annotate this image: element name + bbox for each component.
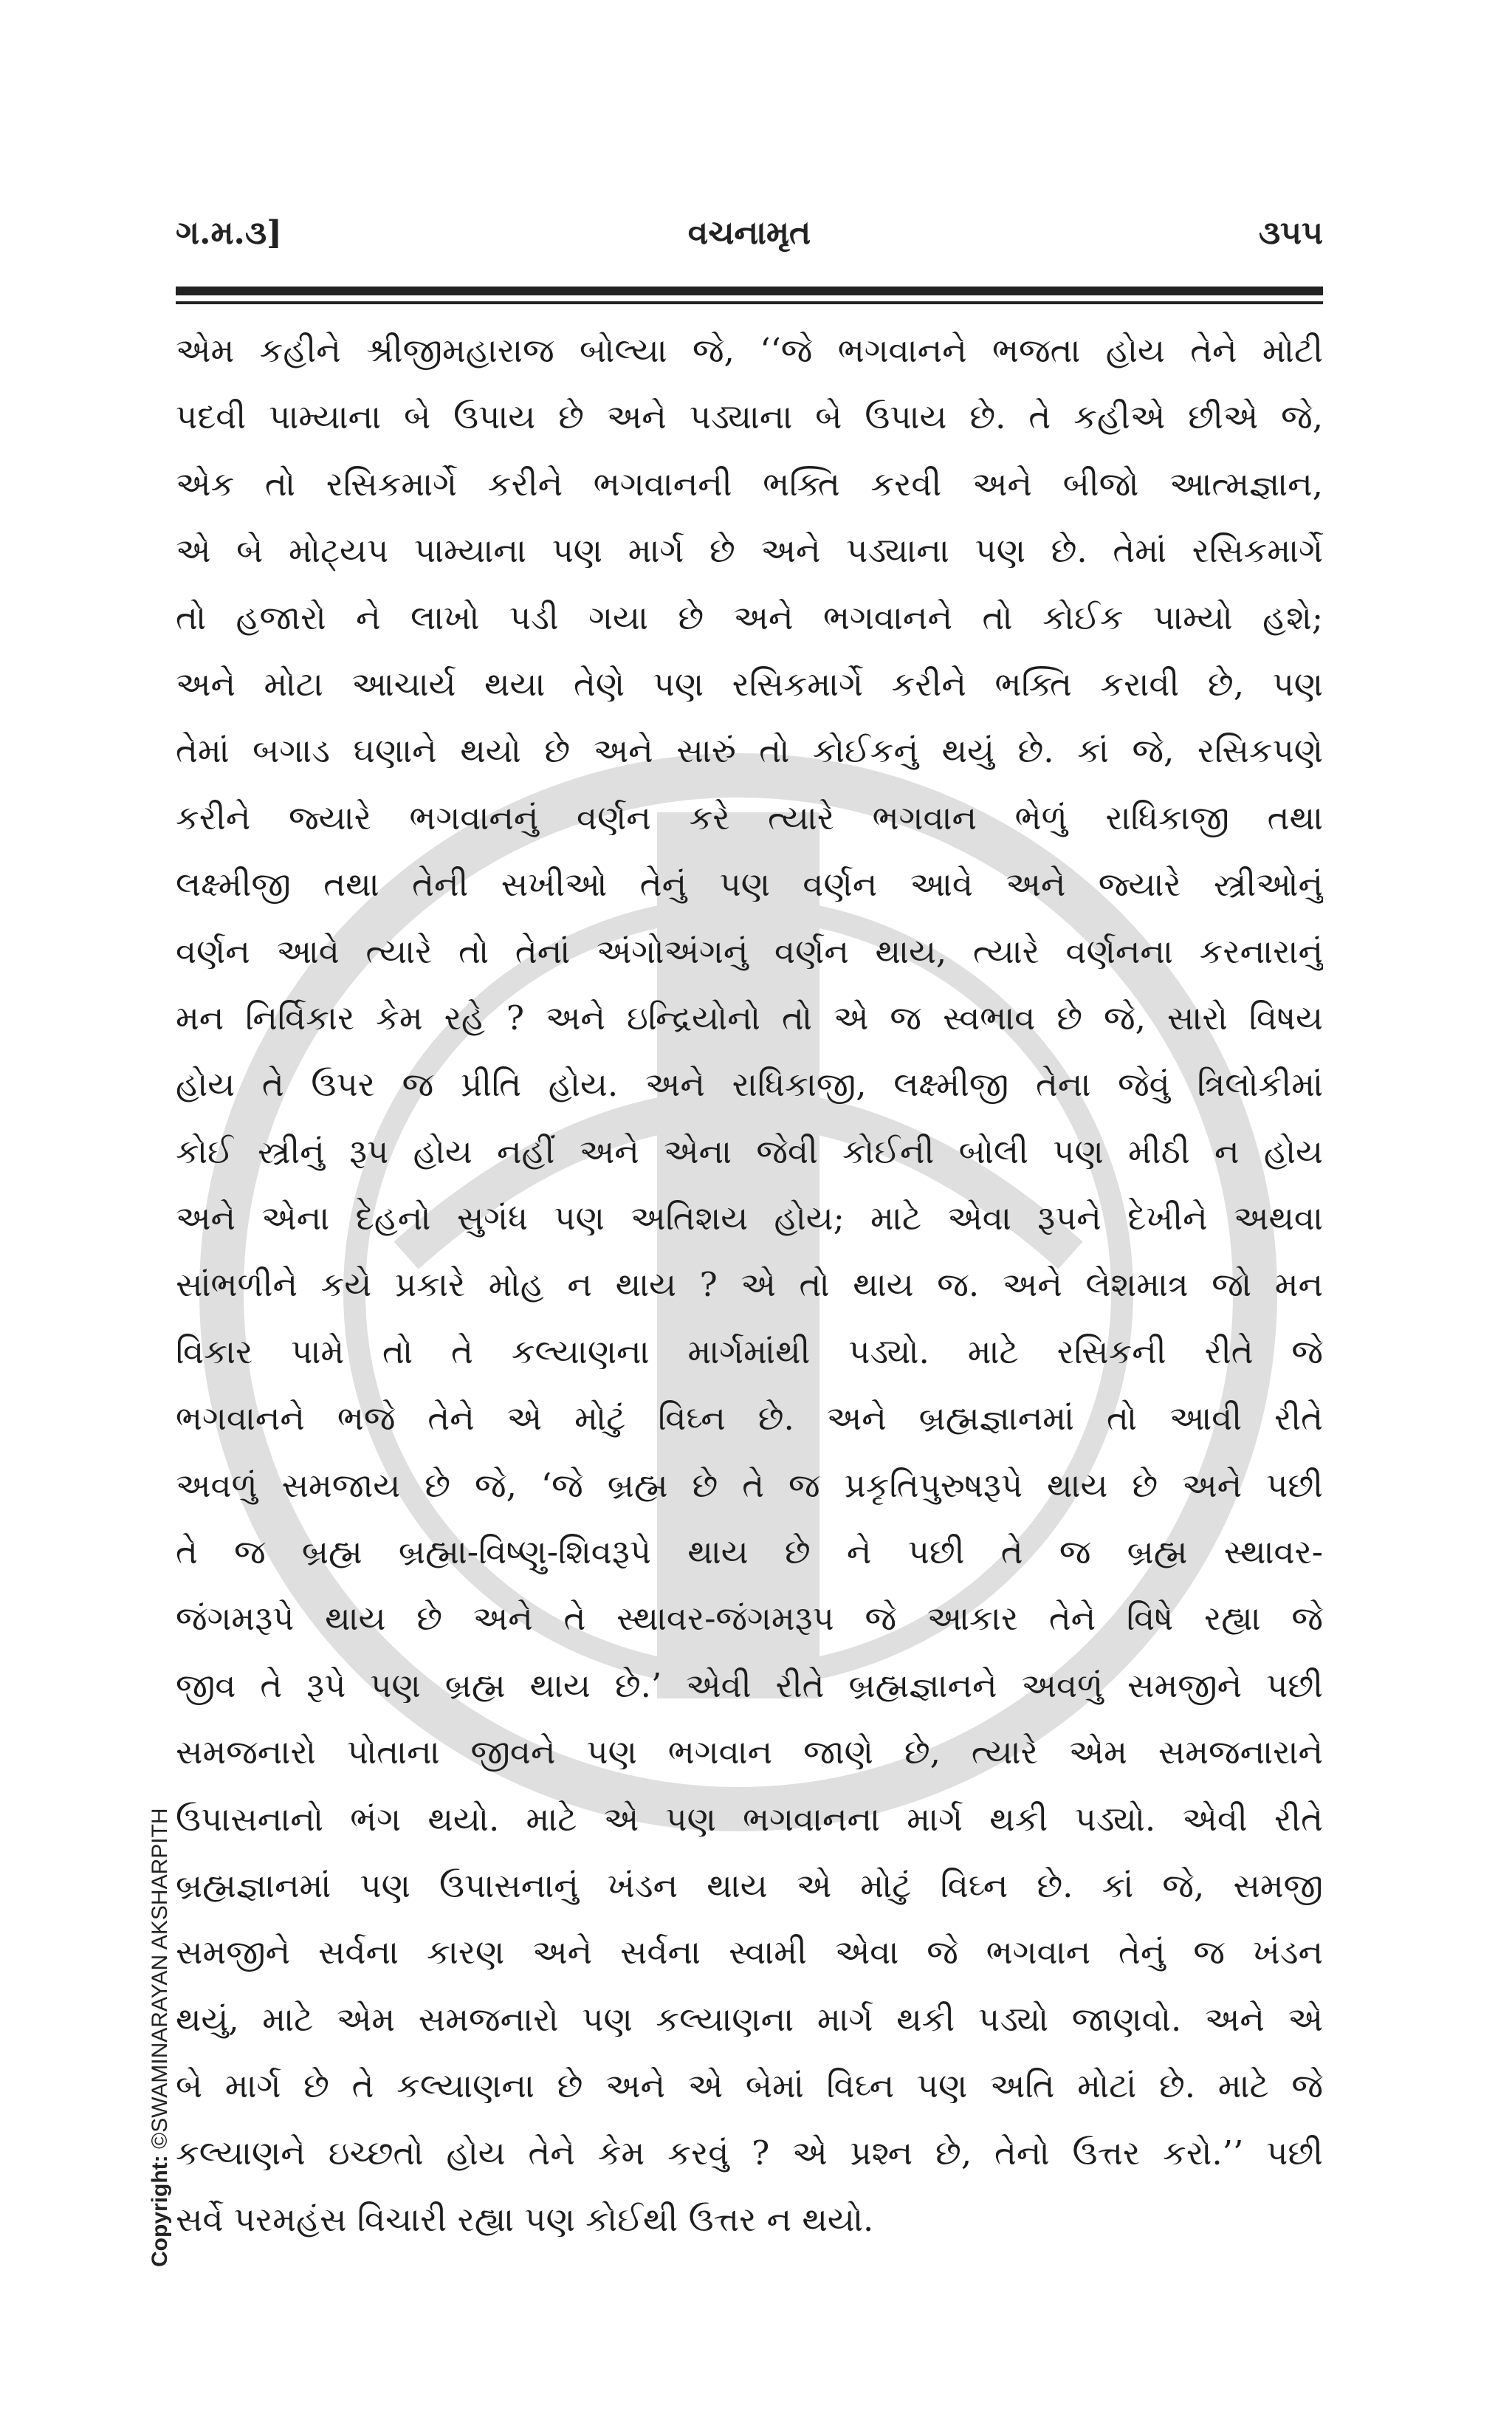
text-line: મન નિર્વિકાર કેમ રહે ? અને ઇન્દ્રિયોનો તો એ જ સ્વભાવ છે જે, સારો વિષય	[176, 998, 1323, 1038]
page-number: ૩૫૫	[1258, 214, 1323, 252]
text-line: લક્ષ્મીજી તથા તેની સખીઓ તેનું પણ વર્ણન આવે અને જ્યારે સ્ત્રીઓનું	[176, 865, 1323, 905]
main-text	[176, 318, 1323, 2253]
text-line: બે માર્ગ છે તે કલ્યાણના છે અને એ બેમાં વિઘ્ન પણ અતિ મોટાં છે. માટે જે	[176, 2066, 1323, 2106]
text-line: એમ કહીને શ્રીજીમહારાજ બોલ્યા જે, ‘‘જે ભગવાનને ભજતા હોય તેને મોટી	[176, 331, 1323, 370]
text-line: અવળું સમજાય છે જે, ‘જે બ્રહ્મ છે તે જ પ્રકૃતિપુરુષરૂપે થાય છે અને પછી	[176, 1465, 1323, 1505]
text-line: સમજીને સર્વના કારણ અને સર્વના સ્વામી એવા જે ભગવાન તેનું જ ખંડન	[176, 1933, 1323, 1972]
text-line: ભગવાનને ભજે તેને એ મોટું વિઘ્ન છે. અને બ્રહ્મજ્ઞાનમાં તો આવી રીતે	[176, 1399, 1323, 1439]
copyright-notice	[148, 1808, 173, 2267]
text-line: સાંભળીને કયે પ્રકારે મોહ ન થાય ? એ તો થાય જ. અને લેશમાત્ર જો મન	[176, 1265, 1323, 1305]
text-line: જંગમરૂપે થાય છે અને તે સ્થાવર-જંગમરૂપ જે આકાર તેને વિષે રહ્યા જે	[176, 1599, 1323, 1639]
text-line: કોઈ સ્ત્રીનું રૂપ હોય નહીં અને એના જેવી કોઈની બોલી પણ મીઠી ન હોય	[176, 1131, 1323, 1171]
text-line: પદવી પામ્યાના બે ઉપાય છે અને પડ્યાના બે ઉપાય છે. તે કહીએ છીએ જે,	[176, 397, 1323, 437]
text-line: ઉપાસનાનો ભંગ થયો. માટે એ પણ ભગવાનના માર્ગ થકી પડ્યો. એવી રીતે	[176, 1799, 1323, 1839]
header-rule-thick	[176, 287, 1323, 295]
text-line: હોય તે ઉપર જ પ્રીતિ હોય. અને રાધિકાજી, લક્ષ્મીજી તેના જેવું ત્રિલોકીમાં	[176, 1065, 1323, 1105]
text-line: સર્વે પરમહંસ વિચારી રહ્યા પણ કોઈથી ઉત્તર ન થયો.	[176, 2199, 874, 2239]
text-line: તે જ બ્રહ્મ બ્રહ્મા-વિષ્ણુ-શિવરૂપે થાય છે ને પછી તે જ બ્રહ્મ સ્થાવર-	[176, 1532, 1323, 1572]
header-rule-thin	[176, 301, 1323, 304]
text-line: કલ્યાણને ઇચ્છતો હોય તેને કેમ કરવું ? એ પ્રશ્ન છે, તેનો ઉત્તર કરો.’’ પછી	[176, 2133, 1323, 2173]
text-line: વિકાર પામે તો તે કલ્યાણના માર્ગમાંથી પડ્યો. માટે રસિકની રીતે જે	[176, 1331, 1323, 1371]
text-line: એ બે મોટ્યપ પામ્યાના પણ માર્ગ છે અને પડ્યાના પણ છે. તેમાં રસિકમાર્ગે	[176, 531, 1323, 571]
copyright-label: Copyright:	[148, 2155, 172, 2267]
section-reference: ગ.મ.૩]	[176, 214, 282, 252]
text-line: અને એના દેહનો સુગંધ પણ અતિશય હોય; માટે એવા રૂપને દેખીને અથવા	[176, 1199, 1323, 1238]
copyright-holder: ©SWAMINARAYAN AKSHARPITH	[148, 1808, 172, 2150]
text-line: વર્ણન આવે ત્યારે તો તેનાં અંગોઅંગનું વર્ણન થાય, ત્યારે વર્ણનના કરનારાનું	[176, 931, 1323, 971]
text-line: તો હજારો ને લાખો પડી ગયા છે અને ભગવાનને તો કોઈક પામ્યો હશે;	[176, 597, 1323, 637]
text-line: એક તો રસિકમાર્ગે કરીને ભગવાનની ભક્તિ કરવી અને બીજો આત્મજ્ઞાન,	[176, 464, 1323, 504]
text-line: કરીને જ્યારે ભગવાનનું વર્ણન કરે ત્યારે ભગવાન ભેળું રાધિકાજી તથા	[176, 798, 1323, 837]
text-line: સમજનારો પોતાના જીવને પણ ભગવાન જાણે છે, ત્યારે એમ સમજનારાને	[176, 1732, 1323, 1772]
book-title: વચનામૃત	[687, 214, 811, 252]
text-line: જીવ તે રૂપે પણ બ્રહ્મ થાય છે.’ એવી રીતે બ્રહ્મજ્ઞાનને અવળું સમજીને પછી	[176, 1665, 1323, 1705]
text-line: તેમાં બગાડ ઘણાને થયો છે અને સારું તો કોઈકનું થયું છે. કાં જે, રસિકપણે	[176, 731, 1323, 771]
text-line: થયું, માટે એમ સમજનારો પણ કલ્યાણના માર્ગ થકી પડ્યો જાણવો. અને એ	[176, 1999, 1323, 2039]
running-header	[176, 214, 1323, 266]
text-line: બ્રહ્મજ્ઞાનમાં પણ ઉપાસનાનું ખંડન થાય એ મોટું વિઘ્ન છે. કાં જે, સમજી	[176, 1865, 1323, 1905]
text-line: અને મોટા આચાર્ય થયા તેણે પણ રસિકમાર્ગે કરીને ભક્તિ કરાવી છે, પણ	[176, 664, 1323, 704]
